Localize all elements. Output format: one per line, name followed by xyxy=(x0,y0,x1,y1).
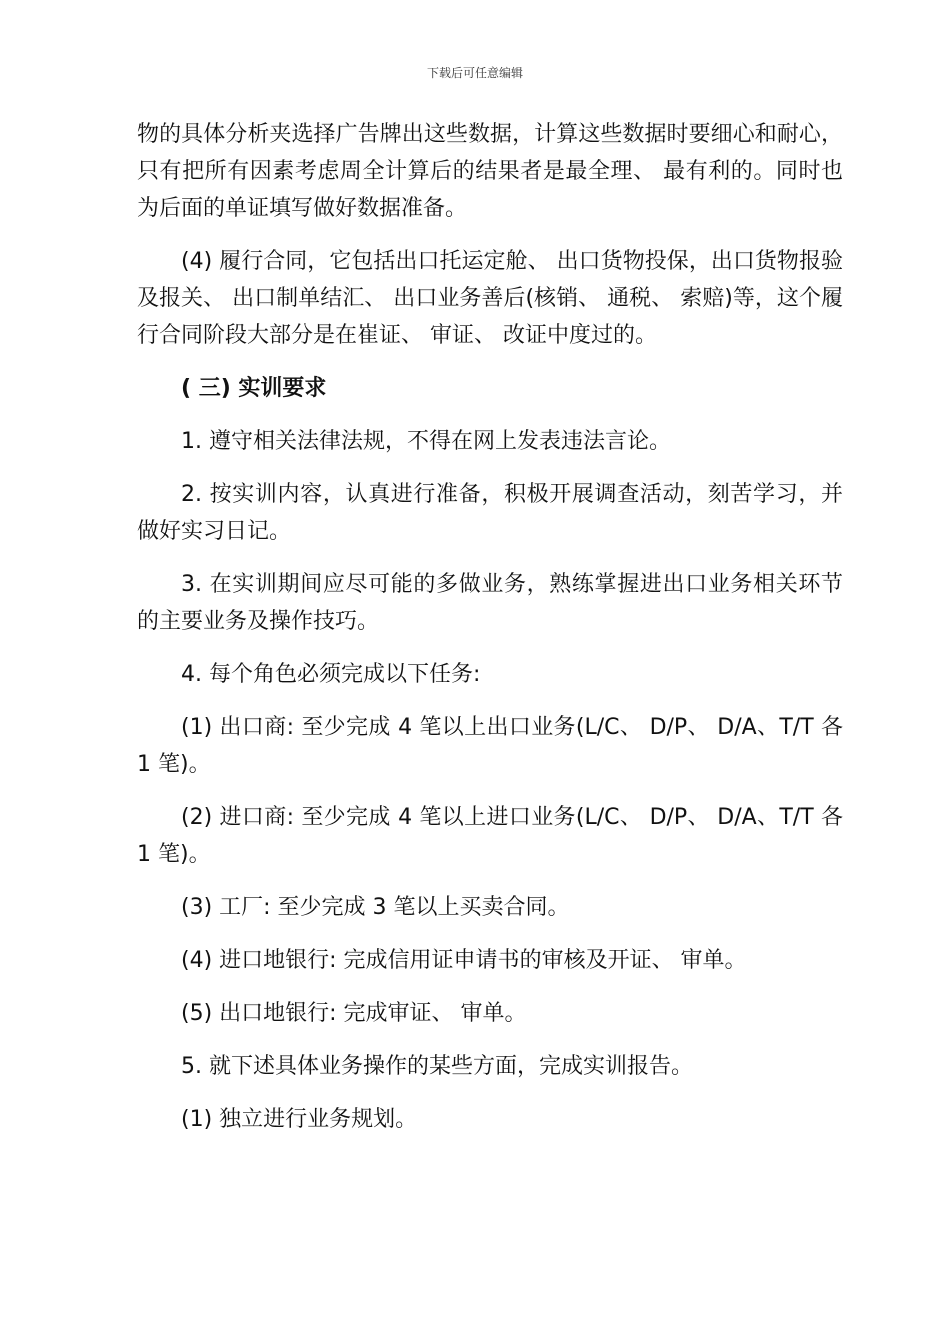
requirement-item-5: 5. 就下述具体业务操作的某些方面，完成实训报告。 xyxy=(181,1054,693,1079)
task-import-bank: (4) 进口地银行: 完成信用证申请书的审核及开证、 审单。 xyxy=(181,948,747,973)
requirement-item-3: 3. 在实训期间应尽可能的多做业务，熟练掌握进出口业务相关环节的主要业务及操作技巧。 xyxy=(137,572,843,634)
requirement-item-1: 1. 遵守相关法律法规，不得在网上发表违法言论。 xyxy=(181,429,671,454)
page-header: 下载后可任意编辑 xyxy=(426,66,523,80)
task-exporter: (1) 出口商: 至少完成 4 笔以上出口业务(L/C、 D/P、 D/A、T/T 各 1 笔)。 xyxy=(137,715,843,777)
paragraph-contract-performance: (4) 履行合同，它包括出口托运定舱、 出口货物投保，出口货物报验及报关、 出口制单结汇、 出口业务善后(核销、 通税、 索赔)等，这个履行合同阶段大部分是在崔证、 审证、 改证中度过的。 xyxy=(137,249,843,348)
paragraph-data-calculation: 物的具体分析夹选择广告牌出这些数据，计算这些数据时要细心和耐心，只有把所有因素考虑周全计算后的结果者是最全理、 最有利的。同时也为后面的单证填写做好数据准备。 xyxy=(137,122,843,221)
task-importer: (2) 进口商: 至少完成 4 笔以上进口业务(L/C、 D/P、 D/A、T/T 各 1 笔)。 xyxy=(137,805,843,867)
requirement-item-4: 4. 每个角色必须完成以下任务: xyxy=(181,662,481,687)
requirement-item-2: 2. 按实训内容，认真进行准备，积极开展调查活动，刻苦学习，并做好实习日记。 xyxy=(137,482,843,544)
task-export-bank: (5) 出口地银行: 完成审证、 审单。 xyxy=(181,1001,527,1026)
section-heading-training-requirements: ( 三) 实训要求 xyxy=(181,376,327,401)
document-body xyxy=(137,116,843,1138)
report-item-1: (1) 独立进行业务规划。 xyxy=(181,1107,418,1132)
task-factory: (3) 工厂: 至少完成 3 笔以上买卖合同。 xyxy=(181,895,570,920)
